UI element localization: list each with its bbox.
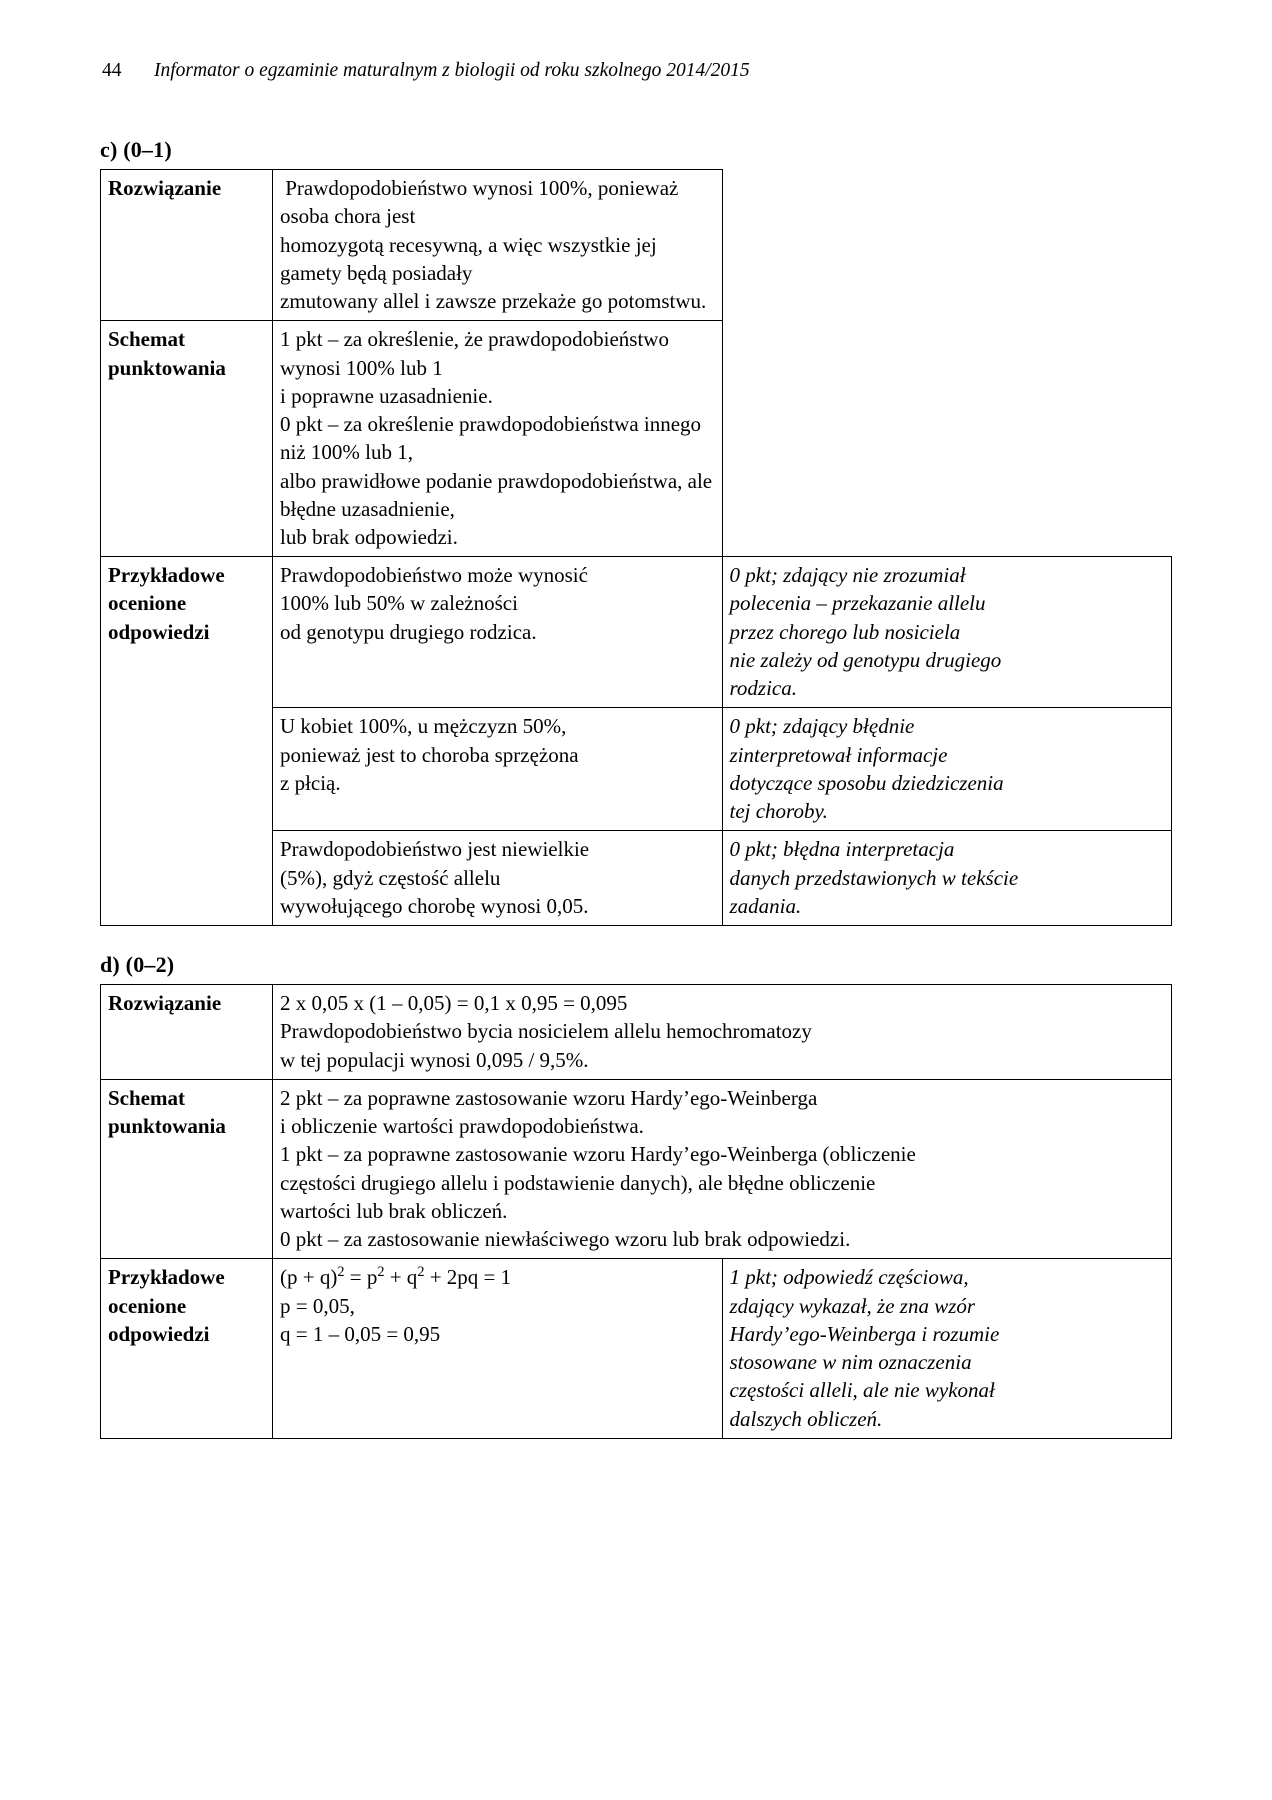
text-line: 1 pkt; odpowiedź częściowa, (729, 1265, 969, 1290)
row-content-rozwiazanie (273, 170, 723, 321)
text-line: 0 pkt; zdający błędnie (729, 714, 915, 739)
table-row-schemat-d (101, 1079, 1172, 1258)
row-label-line: odpowiedzi (108, 619, 210, 644)
table-row-schemat-c (101, 321, 1172, 557)
row-label-line: punktowania (108, 355, 226, 380)
row-label-rozwiazanie: Rozwiązanie (101, 170, 273, 321)
text-line: wartości lub brak obliczeń. (280, 1198, 508, 1223)
text-line: 0 pkt; błędna interpretacja (729, 837, 955, 862)
running-head (102, 60, 1172, 82)
text-line: 0 pkt; zdający nie zrozumiał (729, 563, 966, 588)
text-line: zinterpretował informacje (729, 742, 948, 767)
example-answer (273, 708, 723, 831)
row-content-rozwiazanie (273, 985, 1172, 1080)
text-line: albo prawidłowe podanie prawdopodobieństwa, ale błędne uzasadnienie, (280, 468, 718, 521)
text-line: polecenia – przekazanie allelu (729, 591, 986, 616)
text-line: Prawdopodobieństwo jest niewielkie (280, 837, 590, 862)
row-label-przykladowe (101, 557, 273, 926)
row-label-rozwiazanie: Rozwiązanie (101, 985, 273, 1080)
text-line: i poprawne uzasadnienie. (280, 383, 493, 408)
table-row-rozwiazanie-c (101, 170, 1172, 321)
example-answer (273, 557, 723, 708)
section-heading-d: d) (0–2) (100, 952, 175, 978)
running-head-title: Informator o egzaminie maturalnym z biologii od roku szkolnego 2014/2015 (154, 60, 750, 81)
example-comment (722, 1259, 1172, 1438)
formula-part: = p (344, 1265, 378, 1290)
text-line: dalszych obliczeń. (729, 1406, 883, 1431)
text-line: lub brak odpowiedzi. (280, 525, 458, 549)
text-line: w tej populacji wynosi 0,095 / 9,5%. (280, 1047, 589, 1072)
row-label-line: punktowania (108, 1114, 226, 1139)
text-line: częstości drugiego allelu i podstawienie danych), ale błędne obliczenie (280, 1170, 876, 1195)
row-label-line: Przykładowe (108, 1265, 225, 1290)
text-line: dotyczące sposobu dziedziczenia (729, 770, 1004, 795)
text-line: homozygotą recesywną, a więc wszystkie jej gamety będą posiadały (280, 232, 662, 285)
example-comment (722, 831, 1172, 926)
row-content-schemat (273, 321, 723, 557)
text-line: p = 0,05, (280, 1293, 355, 1318)
text-line: częstości alleli, ale nie wykonał (729, 1378, 995, 1403)
text-line: i obliczenie wartości prawdopodobieństwa. (280, 1114, 644, 1139)
hardy-weinberg-formula (280, 1263, 715, 1291)
text-line: 1 pkt – za poprawne zastosowanie wzoru Hardy’ego-Weinberga (obliczenie (280, 1142, 916, 1167)
text-line: nie zależy od genotypu drugiego (729, 647, 1002, 672)
example-answer (273, 1259, 723, 1438)
example-comment (722, 708, 1172, 831)
text-line: q = 1 – 0,05 = 0,95 (280, 1321, 441, 1346)
text-line: (5%), gdyż częstość allelu (280, 865, 501, 890)
formula-part: (p + q) (280, 1265, 338, 1290)
row-label-line: Schemat (108, 1085, 185, 1110)
text-line: zdający wykazał, że zna wzór (729, 1293, 976, 1318)
formula-part: + 2pq = 1 (424, 1265, 512, 1290)
text-line: 2 pkt – za poprawne zastosowanie wzoru Hardy’ego-Weinberga (280, 1085, 818, 1110)
row-content-schemat (273, 1079, 1172, 1258)
text-line: Prawdopodobieństwo może wynosić (280, 563, 588, 588)
text-line: zadania. (729, 893, 802, 918)
text-line: rodzica. (729, 676, 797, 701)
text-line: 0 pkt – za określenie prawdopodobieństwa innego niż 100% lub 1, (280, 412, 707, 465)
text-line: wywołującego chorobę wynosi 0,05. (280, 893, 589, 918)
row-label-schemat (101, 1079, 273, 1258)
text-line: 100% lub 50% w zależności (280, 591, 518, 616)
example-answer (273, 831, 723, 926)
text-line: Hardy’ego-Weinberga i rozumie (729, 1321, 1000, 1346)
formula-superscript: 2 (337, 1264, 345, 1281)
row-label-line: Schemat (108, 327, 185, 352)
text-line: U kobiet 100%, u mężczyzn 50%, (280, 714, 567, 739)
scoring-table-c (100, 169, 1172, 926)
text-line: zmutowany allel i zawsze przekaże go potomstwu. (280, 289, 707, 314)
text-line: od genotypu drugiego rodzica. (280, 619, 537, 644)
table-row-przykladowe-c-1 (101, 557, 1172, 708)
text-line: 2 x 0,05 x (1 – 0,05) = 0,1 x 0,95 = 0,095 (280, 991, 628, 1016)
row-label-line: ocenione (108, 591, 187, 616)
text-line: przez chorego lub nosiciela (729, 619, 961, 644)
section-heading-c: c) (0–1) (100, 137, 172, 162)
row-label-line: Przykładowe (108, 563, 225, 588)
table-row-przykladowe-d (101, 1259, 1172, 1438)
text-line: 0 pkt – za zastosowanie niewłaściwego wzoru lub brak odpowiedzi. (280, 1227, 851, 1252)
text-line: danych przedstawionych w tekście (729, 865, 1019, 890)
row-label-schemat (101, 321, 273, 557)
text-line: ponieważ jest to choroba sprzężona (280, 742, 579, 767)
row-label-line: odpowiedzi (108, 1321, 210, 1346)
page-number: 44 (102, 60, 122, 81)
text-line: tej choroby. (729, 799, 828, 824)
row-label-przykladowe (101, 1259, 273, 1438)
text-line: z płcią. (280, 770, 341, 795)
text-line: stosowane w nim oznaczenia (729, 1350, 972, 1375)
text-line: 1 pkt – za określenie, że prawdopodobieństwo wynosi 100% lub 1 (280, 327, 675, 380)
scoring-table-d (100, 984, 1172, 1439)
formula-superscript: 2 (417, 1264, 425, 1281)
table-row-rozwiazanie-d (101, 985, 1172, 1080)
text-line: Prawdopodobieństwo bycia nosicielem allelu hemochromatozy (280, 1019, 812, 1044)
example-comment (722, 557, 1172, 708)
row-label-line: ocenione (108, 1293, 187, 1318)
formula-part: + q (384, 1265, 418, 1290)
text-line: Prawdopodobieństwo wynosi 100%, ponieważ osoba chora jest (280, 176, 684, 229)
formula-superscript: 2 (377, 1264, 385, 1281)
